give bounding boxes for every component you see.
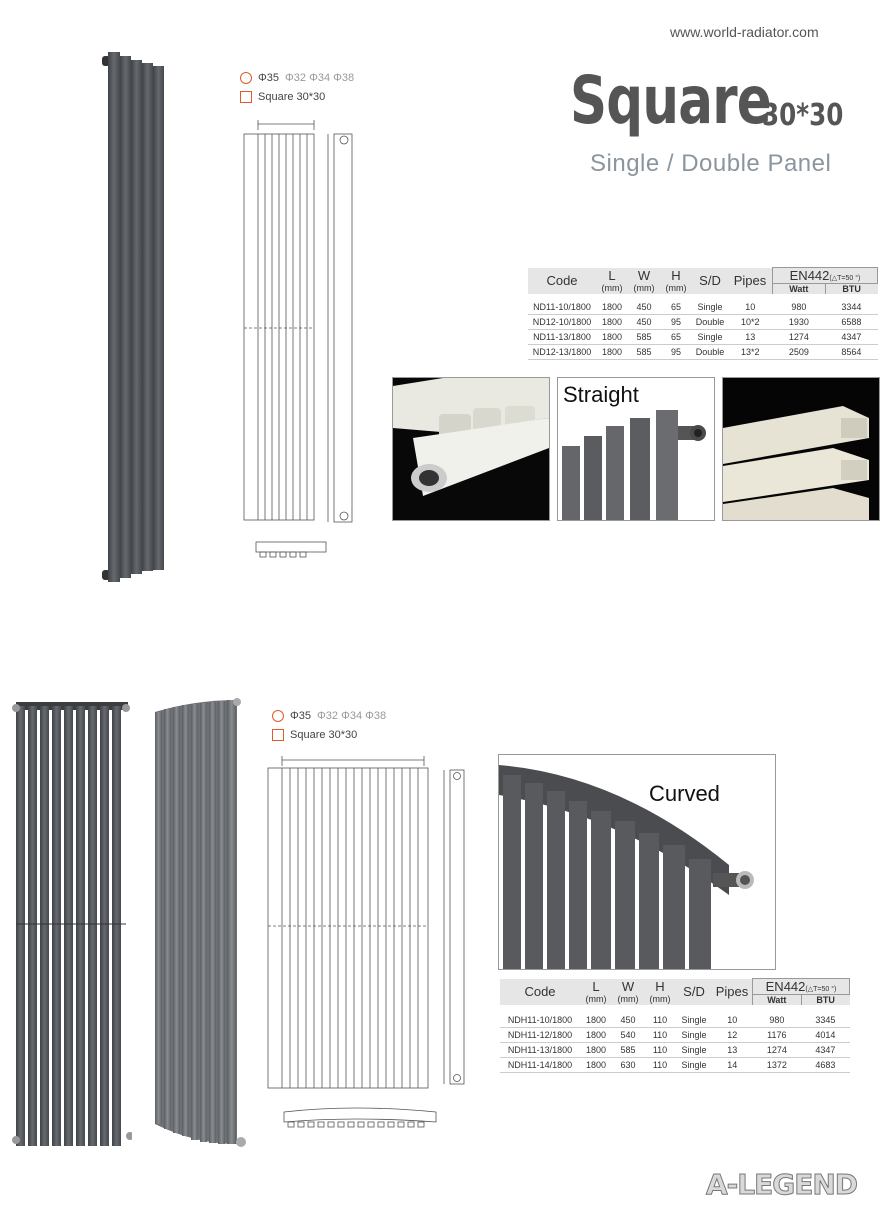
product-title-size: 30*30 (762, 98, 844, 133)
col-code: Code (528, 268, 596, 295)
table-row: NDH11-13/1800 1800 585 110 Single 13 1274 4347 (500, 1043, 850, 1058)
curved-label: Curved (649, 781, 720, 806)
col-code: Code (500, 979, 580, 1006)
square-pipe-icon (272, 729, 284, 741)
vertical-radiator-image (10, 696, 132, 1156)
brand-logo: A-LEGEND (706, 1168, 858, 1201)
table-row: ND11-10/1800 1800 450 65 Single 10 980 3344 (528, 300, 878, 315)
circle-pipe-icon (240, 72, 252, 84)
table-row: NDH11-14/1800 1800 630 110 Single 14 1372 4683 (500, 1058, 850, 1073)
legend-round (240, 72, 354, 84)
table-row: ND12-10/1800 1800 450 95 Double 10*2 1930 6588 (528, 315, 878, 330)
col-h: H (mm) (644, 979, 676, 1006)
col-watt: Watt (773, 284, 826, 295)
legend-square-label: Square 30*30 (258, 91, 326, 103)
detail-photo-white-bars (722, 377, 880, 521)
table-row: ND11-13/1800 1800 585 65 Single 13 1274 4347 (528, 330, 878, 345)
straight-spec-table (528, 267, 878, 360)
curved-radiator-image (145, 694, 255, 1158)
straight-technical-drawing (238, 118, 368, 558)
legend-square (240, 91, 325, 103)
col-watt: Watt (753, 995, 802, 1006)
detail-photo-straight (557, 377, 715, 521)
circle-pipe-icon (272, 710, 284, 722)
curved-spec-table (500, 978, 850, 1073)
col-w: W (mm) (628, 268, 660, 295)
col-en442: EN442(△T=50 °) (753, 979, 850, 995)
website-url: www.world-radiator.com (670, 24, 819, 40)
col-w: W (mm) (612, 979, 644, 1006)
legend-square-bottom: Square 30*30 (272, 729, 357, 741)
curved-technical-drawing (264, 754, 474, 1134)
table-row: NDH11-10/1800 1800 450 110 Single 10 980 3345 (500, 1013, 850, 1028)
straight-radiator-image (98, 48, 170, 588)
detail-photo-white-tubes (392, 377, 550, 521)
product-title: Square (570, 62, 771, 139)
col-btu: BTU (825, 284, 877, 295)
straight-label: Straight (563, 382, 639, 407)
col-pipes: Pipes (728, 268, 773, 295)
legend-round-main: Φ35 (258, 72, 280, 84)
product-subtitle: Single / Double Panel (590, 150, 832, 177)
col-l: L (mm) (580, 979, 612, 1006)
col-sd: S/D (692, 268, 728, 295)
legend-round-others: Φ32 Φ34 Φ38 (285, 72, 355, 84)
col-en442: EN442(△T=50 °) (773, 268, 878, 284)
legend-round-bottom: Φ35 Φ32 Φ34 Φ38 (272, 710, 386, 722)
table-row: ND12-13/1800 1800 585 95 Double 13*2 2509 8564 (528, 345, 878, 360)
square-pipe-icon (240, 91, 252, 103)
col-btu: BTU (801, 995, 849, 1006)
col-h: H (mm) (660, 268, 692, 295)
detail-photo-curved (498, 754, 776, 970)
table-row: NDH11-12/1800 1800 540 110 Single 12 1176 4014 (500, 1028, 850, 1043)
col-pipes: Pipes (712, 979, 753, 1006)
col-l: L (mm) (596, 268, 628, 295)
col-sd: S/D (676, 979, 712, 1006)
